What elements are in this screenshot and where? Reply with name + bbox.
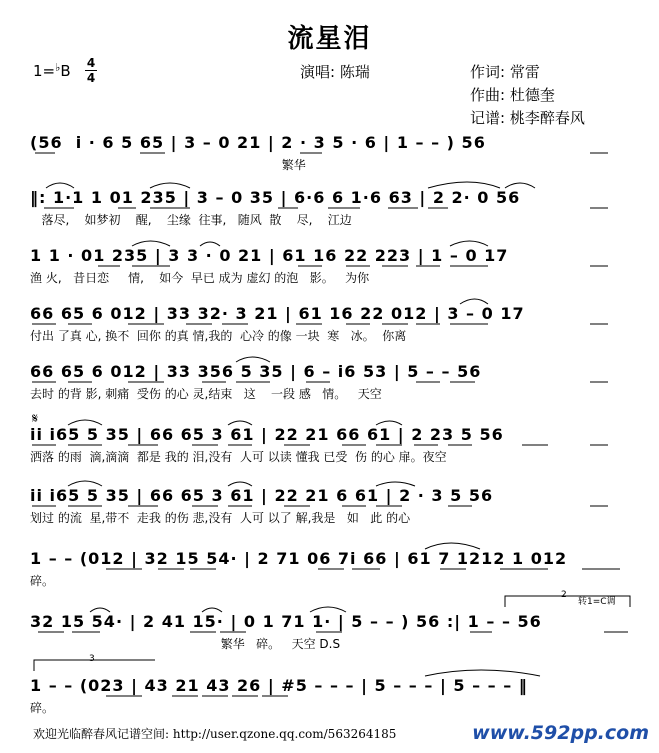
slurs-8 [30,539,635,551]
song-title: 流星泪 [287,24,372,54]
slurs-3 [30,236,635,248]
lyrics-line-3: 渔 火, 昔日恋 情, 如今 早已 成为 虚幻 的泡 影。 为你 [30,271,370,285]
underlines-1 [30,133,635,163]
transcriber-credit: 记谱: 桃李醉春风 [470,109,585,127]
underlines-8 [30,549,635,579]
slurs-7 [30,476,635,488]
underlines-2 [30,188,635,218]
volta-2-number: 2 [561,590,567,600]
underlines-3 [30,246,635,276]
key-signature [33,61,71,80]
notes-line-1: (56 i · 6 5 65 | 3 – 0 21 | 2 · 3 5 · 6 | 1 – – ) 56 [30,133,486,152]
lyrics-line-5: 去时 的背 影, 刺痛 受伤 的心 灵,结束 这 一段 感 情。 天空 [30,387,382,401]
time-bottom: 4 [86,71,96,85]
notes-line-6: ii i65 5 35 | 66 65 3 61 | 22 21 66 61 | 2 23 5 56 [30,425,504,444]
underlines-5 [30,362,635,392]
notes-line-2: ‖: 1·1 1 01 235 | 3 – 0 35 | 6·6 6 1·6 63 | 2 2· 0 56 [30,188,521,207]
underlines-6 [30,425,635,455]
notes-line-10: 1 – – (023 | 43 21 43 26 | #5 – – – | 5 – – – | 5 – – – ‖ [30,676,528,695]
volta-3-bracket [30,656,160,676]
notes-line-5: 66 65 6 012 | 33 356 5 35 | 6 – i6 53 | 5 – – 56 [30,362,482,381]
lyrics-line-7: 划过 的流 星,带不 走我 的伤 悲,没有 人可 以了 解,我是 如 此 的心 [30,511,411,525]
notes-line-8: 1 – – (012 | 32 15 54· | 2 71 06 7i 66 | 61 7 1212 1 012 [30,549,568,568]
underlines-7 [30,486,635,516]
time-signature [85,57,97,84]
key-prefix: 1= [33,62,56,80]
segno-sign: 𝄋 [32,411,39,427]
site-logo: www.592pp.com [472,722,649,744]
lyrics-line-6: 洒落 的雨 滴,滴滴 都是 我的 泪,没有 人可 以读 懂我 已受 伤 的心 扉。夜空 [30,450,447,464]
singer-credit: 演唱: 陈瑞 [300,63,370,81]
lyricist-credit: 作词: 常雷 [470,63,540,81]
key-note: B [60,62,71,80]
slurs-5 [30,352,635,364]
lyrics-line-4: 付出 了真 心, 换不 回你 的真 情,我的 心冷 的像 一块 寒 冰。 你离 [30,329,407,343]
slurs-4 [30,294,635,306]
flat-sign: ♭ [55,61,61,74]
lyrics-line-2: 落尽, 如梦初 醒, 尘缘 往事, 随风 散 尽, 江边 [30,213,352,227]
notes-line-9: 32 15 54· | 2 41 15· | 0 1 71 1· | 5 – – ) 56 :| 1 – – 56 [30,612,542,631]
volta-2-modulation: 转1=C调 [578,597,616,607]
notes-line-4: 66 65 6 012 | 33 32· 3 21 | 61 16 22 012 | 3 – 0 17 [30,304,525,323]
composer-credit: 作曲: 杜德奎 [470,86,555,104]
slurs-2 [30,178,635,190]
time-top: 4 [86,56,96,70]
underlines-4 [30,304,635,334]
lyrics-line-1: 繁华 [30,158,306,172]
lyrics-line-8: 碎。 [30,574,55,588]
lyrics-line-9: 繁华 碎。 天空 D.S [30,637,341,651]
slurs-6 [30,415,635,427]
underlines-10 [30,676,635,706]
lyrics-line-10: 碎。 [30,701,55,715]
notes-line-7: ii i65 5 35 | 66 65 3 61 | 22 21 6 61 | 2 · 3 5 56 [30,486,494,505]
volta-3-number: 3 [89,654,95,664]
notes-line-3: 1 1 · 01 235 | 3 3 · 0 21 | 61 16 22 223 | 1 – 0 17 [30,246,509,265]
footer-text: 欢迎光临醉春风记谱空间: http://user.qzone.qq.com/563264185 [33,727,397,741]
underlines-9 [30,612,635,642]
